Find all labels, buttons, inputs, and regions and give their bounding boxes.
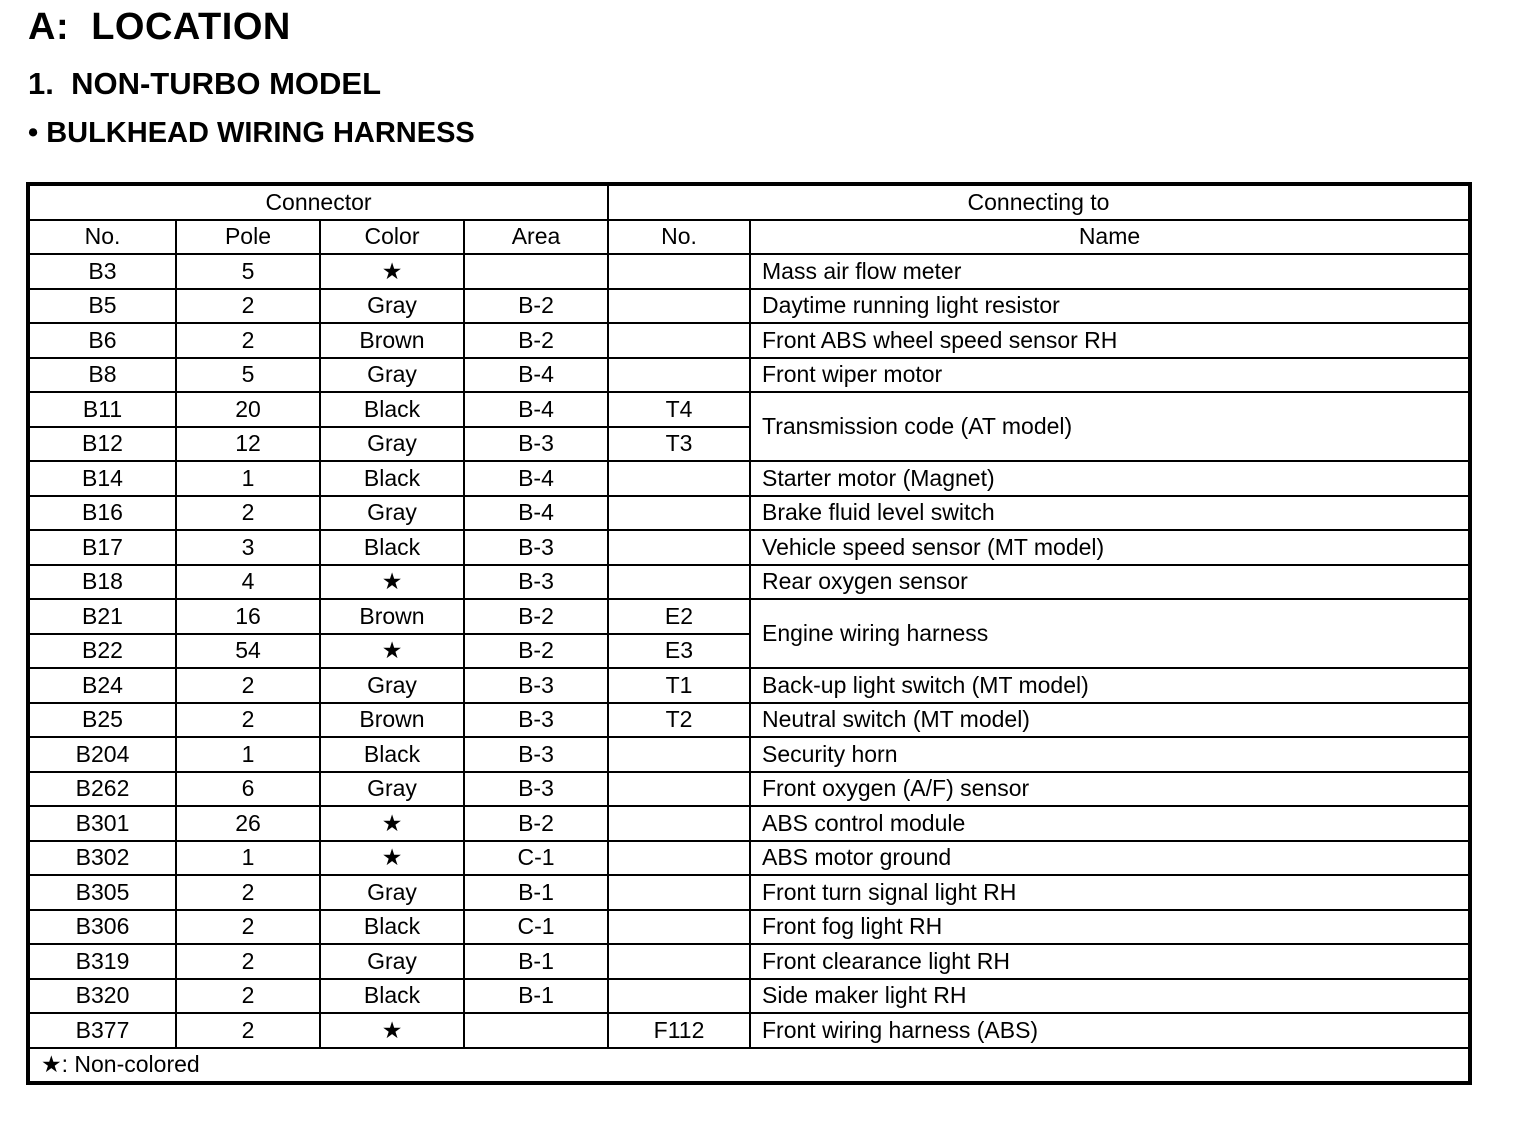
cell-pole: 3 [176,530,320,565]
cell-color: Black [320,461,464,496]
cell-name: ABS control module [750,806,1470,841]
cell-to-no [608,323,750,358]
cell-to-no: F112 [608,1013,750,1048]
cell-to-no [608,944,750,979]
table-row [28,358,1470,393]
cell-name: Brake fluid level switch [750,496,1470,531]
model-subheading: 1. NON-TURBO MODEL [28,66,382,101]
cell-pole: 6 [176,772,320,807]
cell-color: Black [320,910,464,945]
cell-no: B11 [28,392,176,427]
cell-area: B-3 [464,427,608,462]
cell-name: Vehicle speed sensor (MT model) [750,530,1470,565]
table-row [28,1013,1470,1048]
cell-area: B-1 [464,875,608,910]
table-row [28,530,1470,565]
table-row [28,979,1470,1014]
cell-color: Gray [320,668,464,703]
page-heading: A: LOCATION [28,6,291,48]
cell-color: Brown [320,323,464,358]
cell-pole: 2 [176,910,320,945]
cell-no: B12 [28,427,176,462]
group-header-row [28,184,1470,220]
cell-no: B6 [28,323,176,358]
cell-pole: 2 [176,668,320,703]
cell-no: B305 [28,875,176,910]
cell-to-no: T2 [608,703,750,738]
cell-name: Security horn [750,737,1470,772]
cell-no: B18 [28,565,176,600]
cell-no: B319 [28,944,176,979]
cell-to-no: E2 [608,599,750,634]
cell-name: Front clearance light RH [750,944,1470,979]
col-header-to-no: No. [608,220,750,255]
table-row [28,944,1470,979]
cell-area: B-2 [464,634,608,669]
cell-color: Black [320,979,464,1014]
column-header-row [28,220,1470,255]
table-row [28,323,1470,358]
cell-area: B-2 [464,806,608,841]
cell-no: B320 [28,979,176,1014]
cell-color: Gray [320,772,464,807]
cell-to-no: E3 [608,634,750,669]
table-row [28,841,1470,876]
cell-pole: 4 [176,565,320,600]
cell-name: Front wiper motor [750,358,1470,393]
cell-name: Starter motor (Magnet) [750,461,1470,496]
cell-area: C-1 [464,910,608,945]
cell-pole: 1 [176,841,320,876]
cell-area: B-3 [464,772,608,807]
table-row [28,496,1470,531]
cell-pole: 5 [176,254,320,289]
cell-to-no [608,461,750,496]
cell-pole: 1 [176,461,320,496]
cell-no: B302 [28,841,176,876]
cell-name: Front turn signal light RH [750,875,1470,910]
cell-no: B8 [28,358,176,393]
cell-area: B-2 [464,599,608,634]
footnote-row [28,1048,1470,1084]
table-row [28,806,1470,841]
cell-pole: 12 [176,427,320,462]
cell-area: B-3 [464,668,608,703]
col-header-color: Color [320,220,464,255]
cell-area: B-2 [464,289,608,324]
cell-color: ★ [320,634,464,669]
cell-color: ★ [320,565,464,600]
cell-name: Transmission code (AT model) [750,392,1470,461]
col-header-name: Name [750,220,1470,255]
cell-pole: 2 [176,1013,320,1048]
cell-area: B-2 [464,323,608,358]
cell-name: Daytime running light resistor [750,289,1470,324]
cell-area: B-4 [464,461,608,496]
table-row [28,910,1470,945]
cell-pole: 2 [176,703,320,738]
cell-pole: 2 [176,875,320,910]
table-row [28,737,1470,772]
cell-name: Front oxygen (A/F) sensor [750,772,1470,807]
cell-area: B-3 [464,530,608,565]
cell-area: B-4 [464,358,608,393]
cell-name: Neutral switch (MT model) [750,703,1470,738]
cell-name: Rear oxygen sensor [750,565,1470,600]
cell-pole: 54 [176,634,320,669]
table-row [28,599,1470,634]
cell-name: Mass air flow meter [750,254,1470,289]
cell-no: B16 [28,496,176,531]
footnote: ★: Non-colored [28,1048,1470,1084]
cell-color: ★ [320,1013,464,1048]
cell-to-no [608,875,750,910]
cell-color: Black [320,392,464,427]
cell-no: B5 [28,289,176,324]
cell-color: Black [320,530,464,565]
cell-area [464,1013,608,1048]
cell-pole: 2 [176,496,320,531]
cell-name: Engine wiring harness [750,599,1470,668]
cell-to-no [608,530,750,565]
cell-area: B-3 [464,703,608,738]
cell-no: B3 [28,254,176,289]
cell-color: Gray [320,875,464,910]
cell-no: B306 [28,910,176,945]
cell-name: ABS motor ground [750,841,1470,876]
cell-no: B204 [28,737,176,772]
cell-color: ★ [320,841,464,876]
cell-color: Brown [320,599,464,634]
cell-area: B-4 [464,392,608,427]
cell-no: B377 [28,1013,176,1048]
cell-no: B25 [28,703,176,738]
cell-color: Gray [320,427,464,462]
cell-pole: 1 [176,737,320,772]
cell-area: B-1 [464,979,608,1014]
cell-pole: 26 [176,806,320,841]
cell-color: Brown [320,703,464,738]
section-title: • BULKHEAD WIRING HARNESS [28,117,475,149]
cell-pole: 2 [176,944,320,979]
cell-to-no [608,496,750,531]
cell-to-no [608,289,750,324]
cell-no: B22 [28,634,176,669]
cell-to-no [608,806,750,841]
cell-to-no [608,358,750,393]
cell-no: B24 [28,668,176,703]
cell-color: Gray [320,496,464,531]
harness-table [26,182,1472,1085]
cell-area: B-1 [464,944,608,979]
connecting-to-group-header: Connecting to [608,184,1470,220]
cell-name: Side maker light RH [750,979,1470,1014]
table-row [28,772,1470,807]
cell-to-no: T1 [608,668,750,703]
cell-no: B262 [28,772,176,807]
table-row [28,668,1470,703]
cell-area: B-3 [464,737,608,772]
table-row [28,461,1470,496]
table-row [28,289,1470,324]
cell-no: B17 [28,530,176,565]
cell-color: ★ [320,254,464,289]
table-row [28,254,1470,289]
cell-to-no [608,772,750,807]
cell-color: Gray [320,944,464,979]
cell-color: Black [320,737,464,772]
cell-pole: 5 [176,358,320,393]
cell-area: B-4 [464,496,608,531]
table-row [28,703,1470,738]
cell-color: ★ [320,806,464,841]
cell-to-no [608,254,750,289]
cell-to-no [608,841,750,876]
cell-no: B14 [28,461,176,496]
cell-name: Front wiring harness (ABS) [750,1013,1470,1048]
cell-to-no [608,737,750,772]
table-row [28,392,1470,427]
table-row [28,565,1470,600]
cell-pole: 16 [176,599,320,634]
cell-to-no [608,979,750,1014]
cell-to-no [608,910,750,945]
cell-area [464,254,608,289]
connector-group-header: Connector [28,184,608,220]
cell-no: B301 [28,806,176,841]
cell-name: Front ABS wheel speed sensor RH [750,323,1470,358]
cell-pole: 2 [176,289,320,324]
cell-area: B-3 [464,565,608,600]
cell-to-no: T3 [608,427,750,462]
cell-color: Gray [320,289,464,324]
col-header-no: No. [28,220,176,255]
cell-to-no [608,565,750,600]
cell-area: C-1 [464,841,608,876]
col-header-area: Area [464,220,608,255]
table-row [28,875,1470,910]
cell-pole: 2 [176,979,320,1014]
cell-to-no: T4 [608,392,750,427]
col-header-pole: Pole [176,220,320,255]
cell-color: Gray [320,358,464,393]
cell-name: Front fog light RH [750,910,1470,945]
cell-pole: 2 [176,323,320,358]
cell-name: Back-up light switch (MT model) [750,668,1470,703]
cell-pole: 20 [176,392,320,427]
cell-no: B21 [28,599,176,634]
